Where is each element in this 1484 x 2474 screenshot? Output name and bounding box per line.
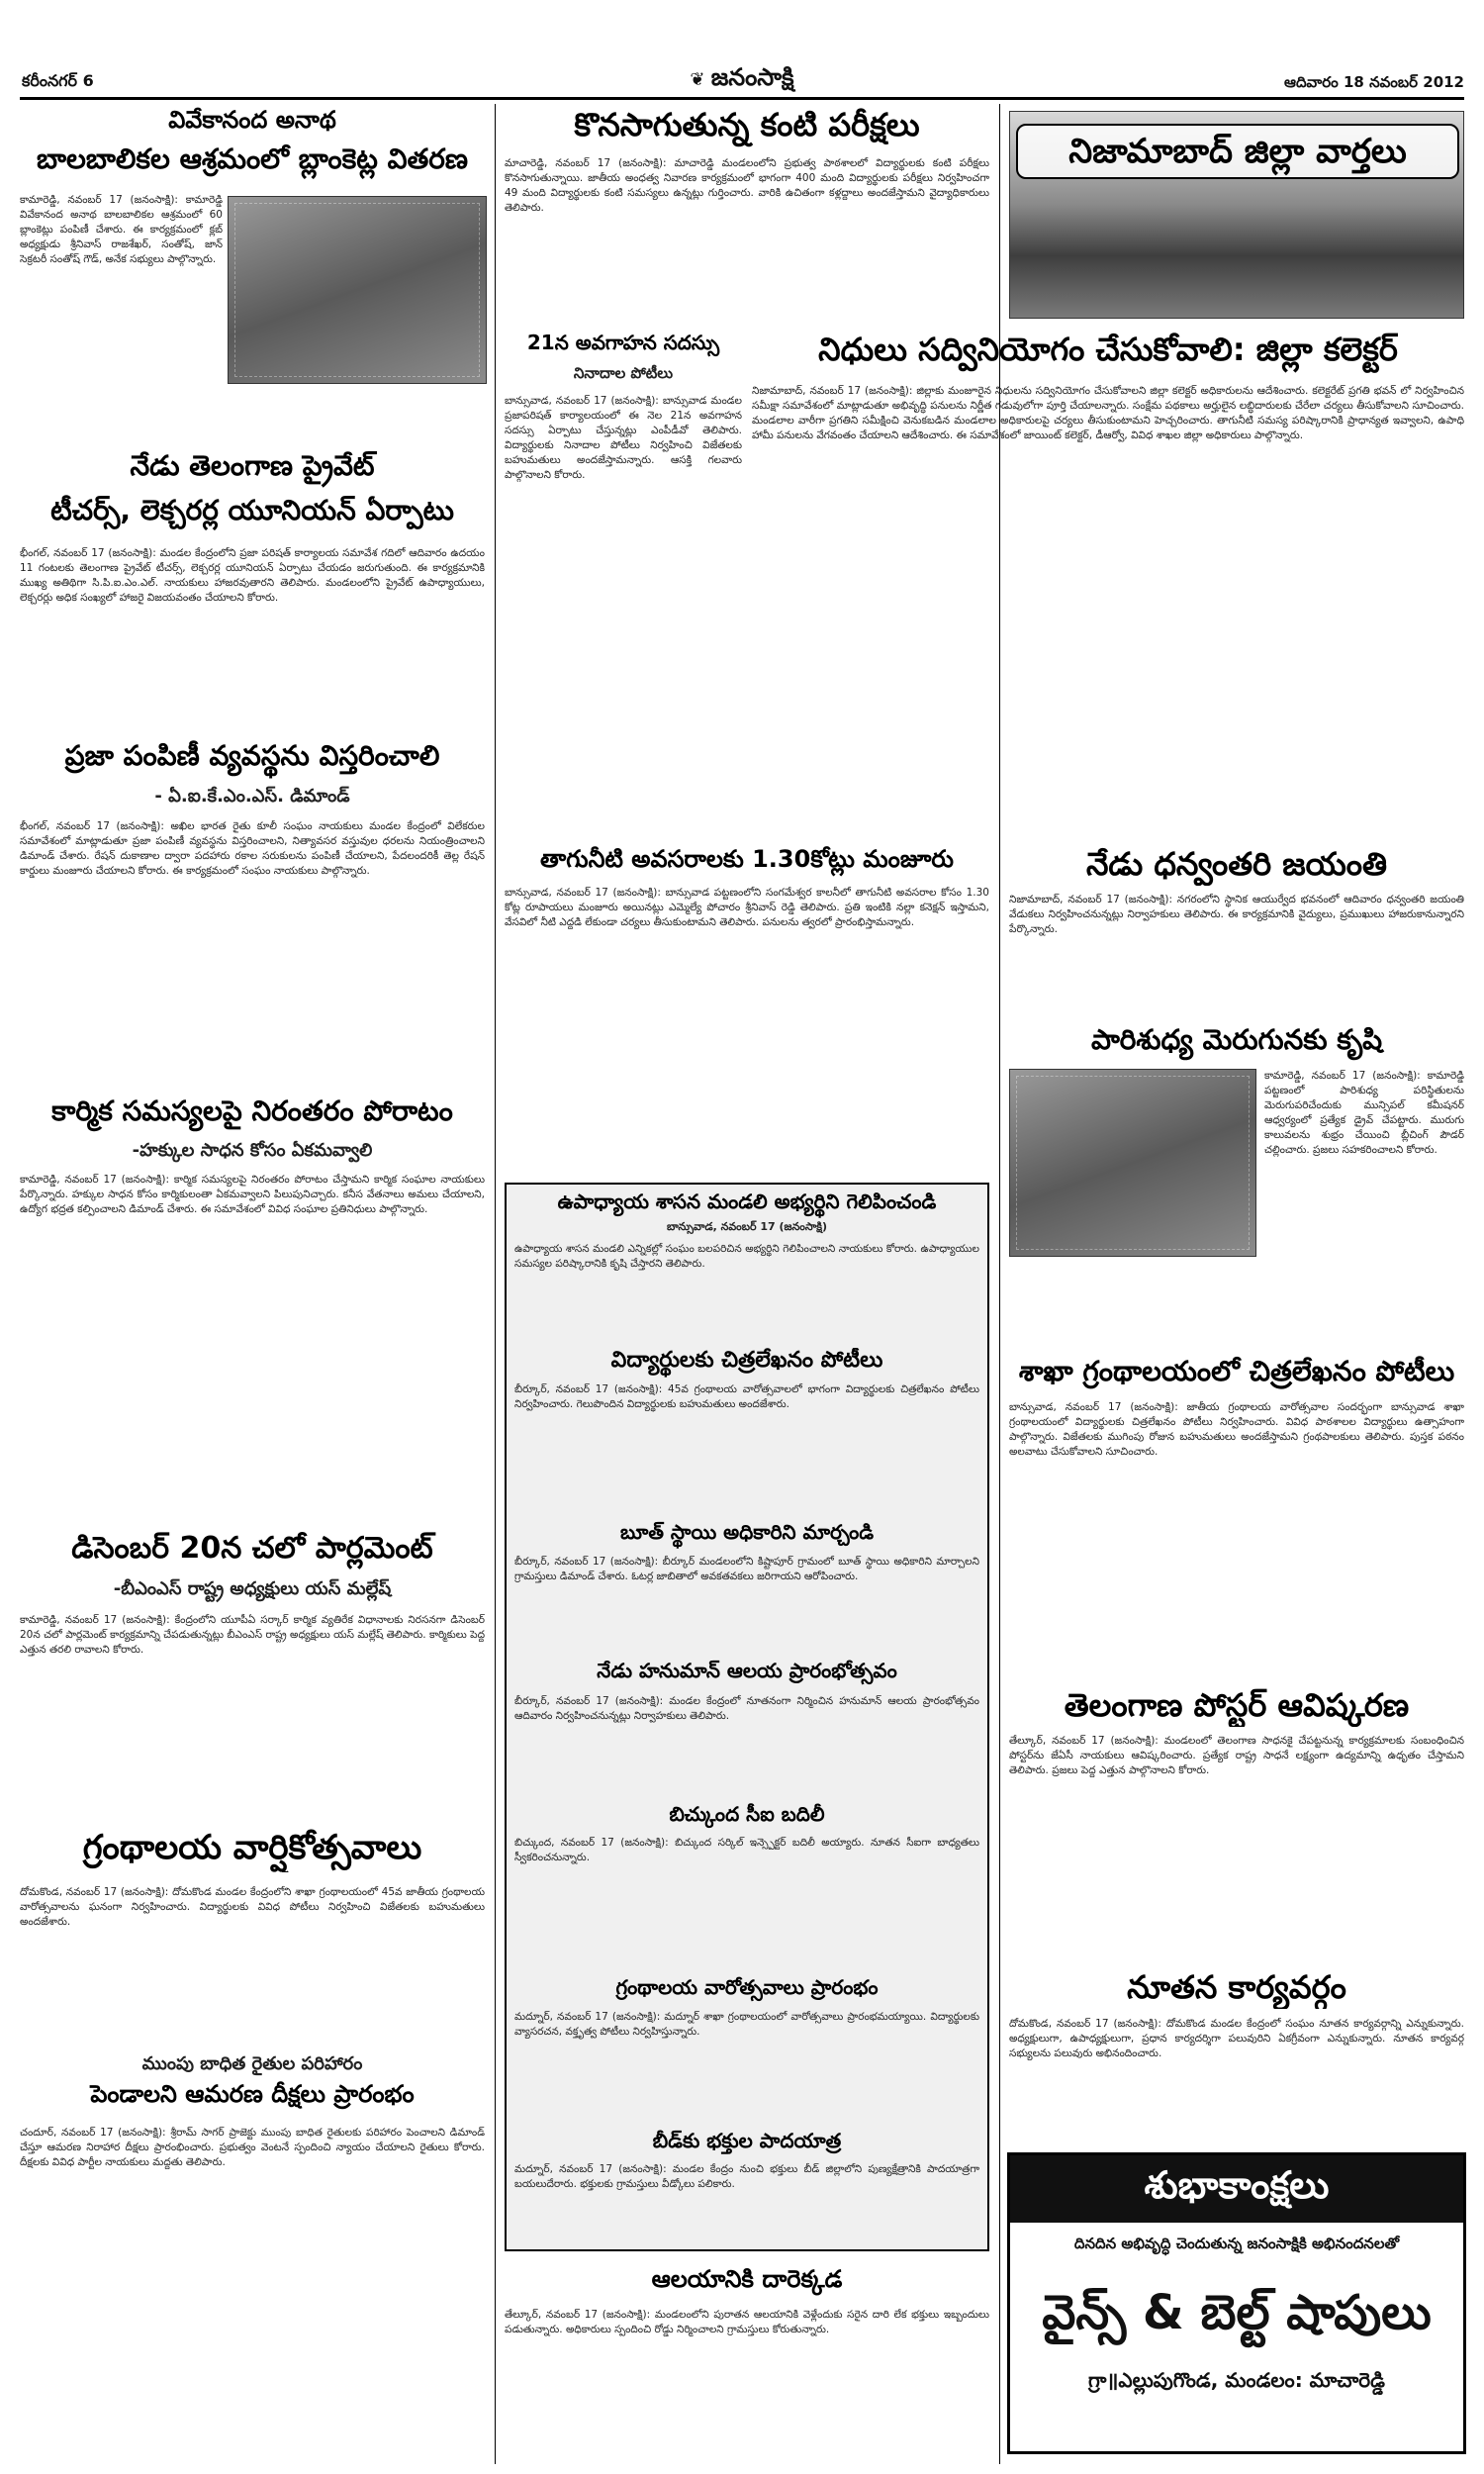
article-title: 21న అవగాహన సదస్సు [526, 332, 720, 354]
brief-body: బీర్కూర్, నవంబర్ 17 (జనంసాక్షి): మండల కేంద్రంలో నూతనంగా నిర్మించిన హనుమాన్ ఆలయ ప్రారంభోత్సవం ఆదివారం నిర్వహించనున్నట్లు నిర్వాహకులు తెలిపారు. [514, 1695, 979, 1722]
article-title: ఆలయానికి దారెక్కడ [651, 2266, 843, 2293]
ad-shop-name: వైన్స్ & బెల్ట్ షాపులు [1042, 2285, 1432, 2340]
brief-title: నేడు హనుమాన్ ఆలయ ప్రారంభోత్సవం [597, 1660, 897, 1682]
brief-title: బిచ్కుంద సీఐ బదిలీ [669, 1803, 825, 1826]
ad-tagline: దినదిన అభివృద్ధి చెందుతున్న జనంసాక్షికి అభినందనలతో [1073, 2235, 1400, 2252]
article-kicker: ముంపు బాధిత రైతుల పరిహారం [141, 2053, 363, 2074]
article-body: కామారెడ్డి, నవంబర్ 17 (జనంసాక్షి): కామారెడ్డి వివేకానంద అనాథ బాలబాలికల ఆశ్రమంలో 60 బ్లాంకెట్లు పంపిణీ చేశారు. ఈ కార్యక్రమంలో క్లబ్ అధ్యక్షుడు శ్రీనివాస్ రాజశేఖర్, సంతోష్, జాన్ సెక్రటరీ సంతోష్ గౌడ్, అనేక సభ్యులు పాల్గొన్నారు. [20, 194, 223, 265]
brief-title: గ్రంథాలయ వారోత్సవాలు ప్రారంభం [615, 1976, 879, 1999]
article-body: భీంగల్, నవంబర్ 17 (జనంసాక్షి): అఖిల భారత రైతు కూలీ సంఘం నాయకులు మండల కేంద్రంలో విలేకరుల సమావేశంలో మాట్లాడుతూ ప్రజా పంపిణీ వ్యవస్థను విస్తరించాలని, నిత్యావసర వస్తువుల ధరలను నియంత్రించాలని డిమాండ్ చేశారు. రేషన్ దుకాణాల ద్వారా పదహారు రకాల సరుకులను పంపిణీ చేయాలని, పేదలందరికీ తెల్ల రేషన్ కార్డులు మంజూరు చేయాలని కోరారు. ఈ కార్యక్రమంలో సంఘం నాయకులు పాల్గొన్నారు. [20, 820, 485, 877]
article-title: వివేకానంద అనాథ [168, 107, 336, 134]
masthead [0, 0, 1484, 99]
article-title: కొనసాగుతున్న కంటి పరీక్షలు [574, 107, 920, 143]
article-body: బాన్సువాడ, నవంబర్ 17 (జనంసాక్షి): బాన్సువాడ మండల ప్రజాపరిషత్ కార్యాలయంలో ఈ నెల 21న అవగాహన సదస్సు ఏర్పాటు చేస్తున్నట్లు ఎంపీడీవో తెలిపారు. విద్యార్థులకు నినాదాల పోటీలు నిర్వహించి విజేతలకు బహుమతులు అందజేస్తామన్నారు. ఆసక్తి గలవారు పాల్గొనాలని కోరారు. [505, 395, 742, 481]
brief-body: బిచ్కుంద, నవంబర్ 17 (జనంసాక్షి): బిచ్కుంద సర్కిల్ ఇన్స్పెక్టర్ బదిలీ అయ్యారు. నూతన సీఐగా బాధ్యతలు స్వీకరించనున్నారు. [514, 1837, 979, 1863]
article-title: తాగునీటి అవసరాలకు 1.30కోట్లు మంజూరు [540, 846, 954, 873]
article-title: పెండాలని ఆమరణ దీక్షలు ప్రారంభం [90, 2081, 415, 2108]
news-photo [228, 196, 487, 384]
article-body: బాన్సువాడ, నవంబర్ 17 (జనంసాక్షి): జాతీయ గ్రంథాలయ వారోత్సవాల సందర్భంగా బాన్సువాడ శాఖా గ్రంథాలయంలో విద్యార్థులకు చిత్రలేఖనం పోటీలు నిర్వహించారు. వివిధ పాఠశాలల విద్యార్థులు ఉత్సాహంగా పాల్గొన్నారు. విజేతలకు ముగింపు రోజున బహుమతులు అందజేస్తామని గ్రంథపాలకులు తెలిపారు. పుస్తక పఠనం అలవాటు చేసుకోవాలని సూచించారు. [1009, 1401, 1464, 1458]
article-subtitle: -హక్కుల సాధన కోసం ఏకమవ్వాలి [132, 1140, 373, 1161]
brief-body: బీర్కూర్, నవంబర్ 17 (జనంసాక్షి): బీర్కూర్ మండలంలోని కిష్టాపూర్ గ్రామంలో బూత్ స్థాయి అధికారిని మార్చాలని గ్రామస్తులు డిమాండ్ చేశారు. ఓటర్ల జాబితాలో అవకతవకలు జరిగాయని ఆరోపించారు. [514, 1556, 979, 1582]
article-body: తేల్కూర్, నవంబర్ 17 (జనంసాక్షి): మండలంలోని పురాతన ఆలయానికి వెళ్లేందుకు సరైన దారి లేక భక్తులు ఇబ్బందులు పడుతున్నారు. అధికారులు స్పందించి రోడ్డు నిర్మించాలని గ్రామస్తులు కోరుతున్నారు. [505, 2309, 989, 2335]
news-brief-box [505, 1183, 989, 2251]
article-body: భీంగల్, నవంబర్ 17 (జనంసాక్షి): మండల కేంద్రంలోని ప్రజా పరిషత్ కార్యాలయ సమావేశ గదిలో ఆదివారం ఉదయం 11 గంటలకు తెలంగాణ ప్రైవేట్ టీచర్స్, లెక్చరర్ల యూనియన్ ఏర్పాటు చేయడం జరుగుతుంది. ఈ కార్యక్రమానికి ముఖ్య అతిథిగా సి.పి.ఐ.ఎం.ఎల్. నాయకులు హాజరవుతారని తెలిపారు. మండలంలోని ప్రైవేట్ ఉపాధ్యాయులు, లెక్చరర్లు అధిక సంఖ్యలో హాజరై విజయవంతం చేయాలని కోరారు. [20, 547, 485, 604]
article-title: నేడు తెలంగాణ ప్రైవేట్ [130, 450, 375, 482]
article-title: నిధులు సద్వినియోగం చేసుకోవాలి: జిల్లా కలెక్టర్ [818, 332, 1398, 368]
ad-address: గ్రా॥ఎల్లుపుగొండ, మండలం: మాచారెడ్డి [1088, 2368, 1385, 2392]
article-body: కామారెడ్డి, నవంబర్ 17 (జనంసాక్షి): కామారెడ్డి పట్టణంలో పారిశుధ్య పరిస్థితులను మెరుగుపరిచేందుకు మున్సిపల్ కమీషనర్ ఆధ్వర్యంలో ప్రత్యేక డ్రైవ్ చేపట్టారు. మురుగు కాలువలను శుభ్రం చేయించి బ్లీచింగ్ పౌడర్ చల్లించారు. ప్రజలు సహకరించాలని కోరారు. [1264, 1070, 1464, 1156]
article-body: కామారెడ్డి, నవంబర్ 17 (జనంసాక్షి): కార్మిక సమస్యలపై నిరంతరం పోరాటం చేస్తామని కార్మిక సంఘాల నాయకులు పేర్కొన్నారు. హక్కుల సాధన కోసం కార్మికులంతా ఏకమవ్వాలని పిలుపునిచ్చారు. కనీస వేతనాలు అమలు చేయాలని, ఉద్యోగ భద్రత కల్పించాలని డిమాండ్ చేశారు. ఈ సమావేశంలో వివిధ సంఘాల ప్రతినిధులు పాల్గొన్నారు. [20, 1174, 485, 1215]
article-title: తెలంగాణ పోస్టర్ ఆవిష్కరణ [1064, 1687, 1410, 1724]
article-body: నిజామాబాద్, నవంబర్ 17 (జనంసాక్షి): నగరంలోని స్థానిక ఆయుర్వేద భవనంలో ఆదివారం ధన్వంతరి జయంతి వేడుకలు నిర్వహించనున్నట్లు నిర్వాహకులు తెలిపారు. ఈ కార్యక్రమానికి వైద్యులు, ప్రముఖులు హాజరుకానున్నారని పేర్కొన్నారు. [1009, 894, 1464, 935]
brief-dateline: బాన్సువాడ, నవంబర్ 17 (జనంసాక్షి) [667, 1220, 827, 1233]
article-title: గ్రంథాలయ వార్షికోత్సవాలు [82, 1829, 422, 1867]
article-subtitle: - ఏ.ఐ.కే.ఎం.ఎస్. డిమాండ్ [154, 786, 350, 807]
article-title: నేడు ధన్వంతరి జయంతి [1085, 846, 1388, 883]
article-subtitle: -బీఎంఎస్ రాష్ట్ర అధ్యక్షులు యస్ మల్లేష్ [113, 1578, 392, 1599]
article-title: ప్రజా పంపిణీ వ్యవస్థను విస్తరించాలి [64, 740, 440, 772]
brief-title: బీడ్‌కు భక్తుల పాదయాత్ర [652, 2130, 842, 2152]
article-title: టీచర్స్, లెక్చరర్ల యూనియన్ ఏర్పాటు [50, 495, 454, 526]
flourish-icon: ❦ [690, 69, 711, 90]
greeting-advertisement [1007, 2152, 1466, 2454]
issue-date: ఆదివారం 18 నవంబర్ 2012 [1283, 73, 1464, 91]
article-body: దోమకొండ, నవంబర్ 17 (జనంసాక్షి): దోమకొండ మండల కేంద్రంలోని శాఖా గ్రంథాలయంలో 45వ జాతీయ గ్రంథాలయ వారోత్సవాలను ఘనంగా నిర్వహించారు. విద్యార్థులకు వివిధ పోటీలు నిర్వహించి విజేతలకు బహుమతులు అందజేశారు. [20, 1886, 485, 1928]
ad-greeting: శుభాకాంక్షలు [1144, 2163, 1330, 2207]
article-subtitle: నినాదాల పోటీలు [573, 364, 674, 382]
banner-title: నిజామాబాద్ జిల్లా వార్తలు [1016, 124, 1459, 179]
brief-title: బూత్ స్థాయి అధికారిని మార్చండి [619, 1521, 875, 1544]
article-body: కామారెడ్డి, నవంబర్ 17 (జనంసాక్షి): కేంద్రంలోని యూపీఏ సర్కార్ కార్మిక వ్యతిరేక విధానాలకు నిరసనగా డిసెంబర్ 20న చలో పార్లమెంట్ కార్యక్రమాన్ని చేపడుతున్నట్లు బీఎంఎస్ రాష్ట్ర అధ్యక్షులు యస్ మల్లేష్ తెలిపారు. కార్మికులు పెద్ద ఎత్తున తరలి రావాలని కోరారు. [20, 1614, 485, 1656]
article-body: దోమకొండ, నవంబర్ 17 (జనంసాక్షి): దోమకొండ మండల కేంద్రంలో సంఘం నూతన కార్యవర్గాన్ని ఎన్నుకున్నారు. అధ్యక్షులుగా, ఉపాధ్యక్షులుగా, ప్రధాన కార్యదర్శిగా పలువురిని ఏకగ్రీవంగా ఎన్నుకున్నారు. నూతన కార్యవర్గ సభ్యులను పలువురు అభినందించారు. [1009, 2018, 1464, 2059]
article-body: మాచారెడ్డి, నవంబర్ 17 (జనంసాక్షి): మాచారెడ్డి మండలంలోని ప్రభుత్వ పాఠశాలలో విద్యార్థులకు కంటి పరీక్షలు కొనసాగుతున్నాయి. జాతీయ అంధత్వ నివారణ కార్యక్రమంలో భాగంగా 400 మంది విద్యార్థులకు పరీక్షలు నిర్వహించగా 49 మంది విద్యార్థులకు కంటి సమస్యలు ఉన్నట్లు గుర్తించారు. వారికి ఉచితంగా కళ్లద్దాలు అందజేస్తామని వైద్యాధికారులు తెలిపారు. [505, 157, 989, 214]
brief-title: ఉపాధ్యాయ శాసన మండలి అభ్యర్థిని గెలిపించండి [557, 1190, 937, 1213]
paper-name-text: జనంసాక్షి [710, 63, 794, 91]
page-label: కరీంనగర్ 6 [22, 71, 94, 90]
article-title: కార్మిక సమస్యలపై నిరంతరం పోరాటం [51, 1095, 453, 1127]
brief-body: ఉపాధ్యాయ శాసన మండలి ఎన్నికల్లో సంఘం బలపరిచిన అభ్యర్థిని గెలిపించాలని నాయకులు కోరారు. ఉపాధ్యాయుల సమస్యల పరిష్కారానికి కృషి చేస్తారని తెలిపారు. [514, 1243, 979, 1270]
brief-body: మద్నూర్, నవంబర్ 17 (జనంసాక్షి): మద్నూర్ శాఖా గ్రంథాలయంలో వారోత్సవాలు ప్రారంభమయ్యాయి. విద్యార్థులకు వ్యాసరచన, వక్తృత్వ పోటీలు నిర్వహిస్తున్నారు. [514, 2011, 979, 2038]
article-title: నూతన కార్యవర్గం [1127, 1969, 1346, 2006]
article-body: తేల్కూర్, నవంబర్ 17 (జనంసాక్షి): మండలంలో తెలంగాణ సాధనకై చేపట్టనున్న కార్యక్రమాలకు సంబంధించిన పోస్టర్‌ను జేఏసీ నాయకులు ఆవిష్కరించారు. ప్రత్యేక రాష్ట్ర సాధనే లక్ష్యంగా ఉద్యమాన్ని ఉధృతం చేస్తామని తెలిపారు. ప్రజలు పెద్ద ఎత్తున పాల్గొనాలని కోరారు. [1009, 1735, 1464, 1776]
article-title: బాలబాలికల ఆశ్రమంలో బ్లాంకెట్ల వితరణ [36, 143, 469, 175]
paper-name [633, 63, 851, 97]
ad-greeting-banner [1010, 2155, 1463, 2223]
brief-body: బీర్కూర్, నవంబర్ 17 (జనంసాక్షి): 45వ గ్రంథాలయ వారోత్సవాలలో భాగంగా విద్యార్థులకు చిత్రలేఖనం పోటీలు నిర్వహించారు. గెలుపొందిన విద్యార్థులకు బహుమతులు అందజేశారు. [514, 1383, 979, 1410]
brief-title: విద్యార్థులకు చిత్రలేఖనం పోటీలు [610, 1348, 883, 1373]
article-body: నిజామాబాద్, నవంబర్ 17 (జనంసాక్షి): జిల్లాకు మంజూరైన నిధులను సద్వినియోగం చేసుకోవాలని జిల్లా కలెక్టర్ అధికారులను ఆదేశించారు. కలెక్టరేట్ ప్రగతి భవన్ లో నిర్వహించిన సమీక్షా సమావేశంలో మాట్లాడుతూ అభివృద్ధి పనులను నిర్ణీత గడువులోగా పూర్తి చేయాలన్నారు. సంక్షేమ పథకాలు అర్హులైన లబ్ధిదారులకు చేరేలా చర్యలు తీసుకోవాలని సూచించారు. మండలాల వారీగా ప్రగతిని సమీక్షించి వెనుకబడిన మండలాల అధికారులపై చర్యలు తీసుకుంటామని హెచ్చరించారు. తాగునీటి సమస్య పరిష్కారానికి ప్రాధాన్యత ఇవ్వాలని, ఉపాధి హామీ పనులను వేగవంతం చేయాలని ఆదేశించారు. ఈ సమావేశంలో జాయింట్ కలెక్టర్, డీఆర్వో, వివిధ శాఖల జిల్లా అధికారులు పాల్గొన్నారు. [752, 385, 1464, 441]
article-title: పారిశుధ్య మెరుగునకు కృషి [1090, 1024, 1383, 1056]
column-rule-1 [495, 104, 496, 2464]
article-title: శాఖా గ్రంథాలయంలో చిత్రలేఖనం పోటీలు [1018, 1356, 1455, 1387]
news-photo [1009, 1069, 1256, 1257]
brief-body: మద్నూర్, నవంబర్ 17 (జనంసాక్షి): మండల కేంద్రం నుంచి భక్తులు బీడ్ జిల్లాలోని పుణ్యక్షేత్రానికి పాదయాత్రగా బయలుదేరారు. భక్తులకు గ్రామస్తులు వీడ్కోలు పలికారు. [514, 2163, 979, 2190]
article-title: డిసెంబర్ 20న చలో పార్లమెంట్ [71, 1532, 433, 1566]
masthead-rule [20, 97, 1464, 100]
article-body: బాన్సువాడ, నవంబర్ 17 (జనంసాక్షి): బాన్సువాడ పట్టణంలోని సంగమేశ్వర కాలనీలో తాగునీటి అవసరాల కోసం 1.30 కోట్ల రూపాయలు మంజూరు అయినట్లు ఎమ్మెల్యే పోచారం శ్రీనివాస్ రెడ్డి తెలిపారు. ప్రతి ఇంటికి నల్లా కనెక్షన్ ఇస్తామని, వేసవిలో నీటి ఎద్దడి లేకుండా చర్యలు తీసుకుంటామని తెలిపారు. పనులను త్వరలో ప్రారంభిస్తామన్నారు. [505, 887, 989, 928]
article-body: చందూర్, నవంబర్ 17 (జనంసాక్షి): శ్రీరామ్ సాగర్ ప్రాజెక్టు ముంపు బాధిత రైతులకు పరిహారం పెంచాలని డిమాండ్ చేస్తూ ఆమరణ నిరాహార దీక్షలు ప్రారంభించారు. ప్రభుత్వం వెంటనే స్పందించి న్యాయం చేయాలని రైతులు కోరారు. దీక్షలకు వివిధ పార్టీల నాయకులు మద్దతు తెలిపారు. [20, 2127, 485, 2168]
district-news-banner [1009, 111, 1464, 319]
